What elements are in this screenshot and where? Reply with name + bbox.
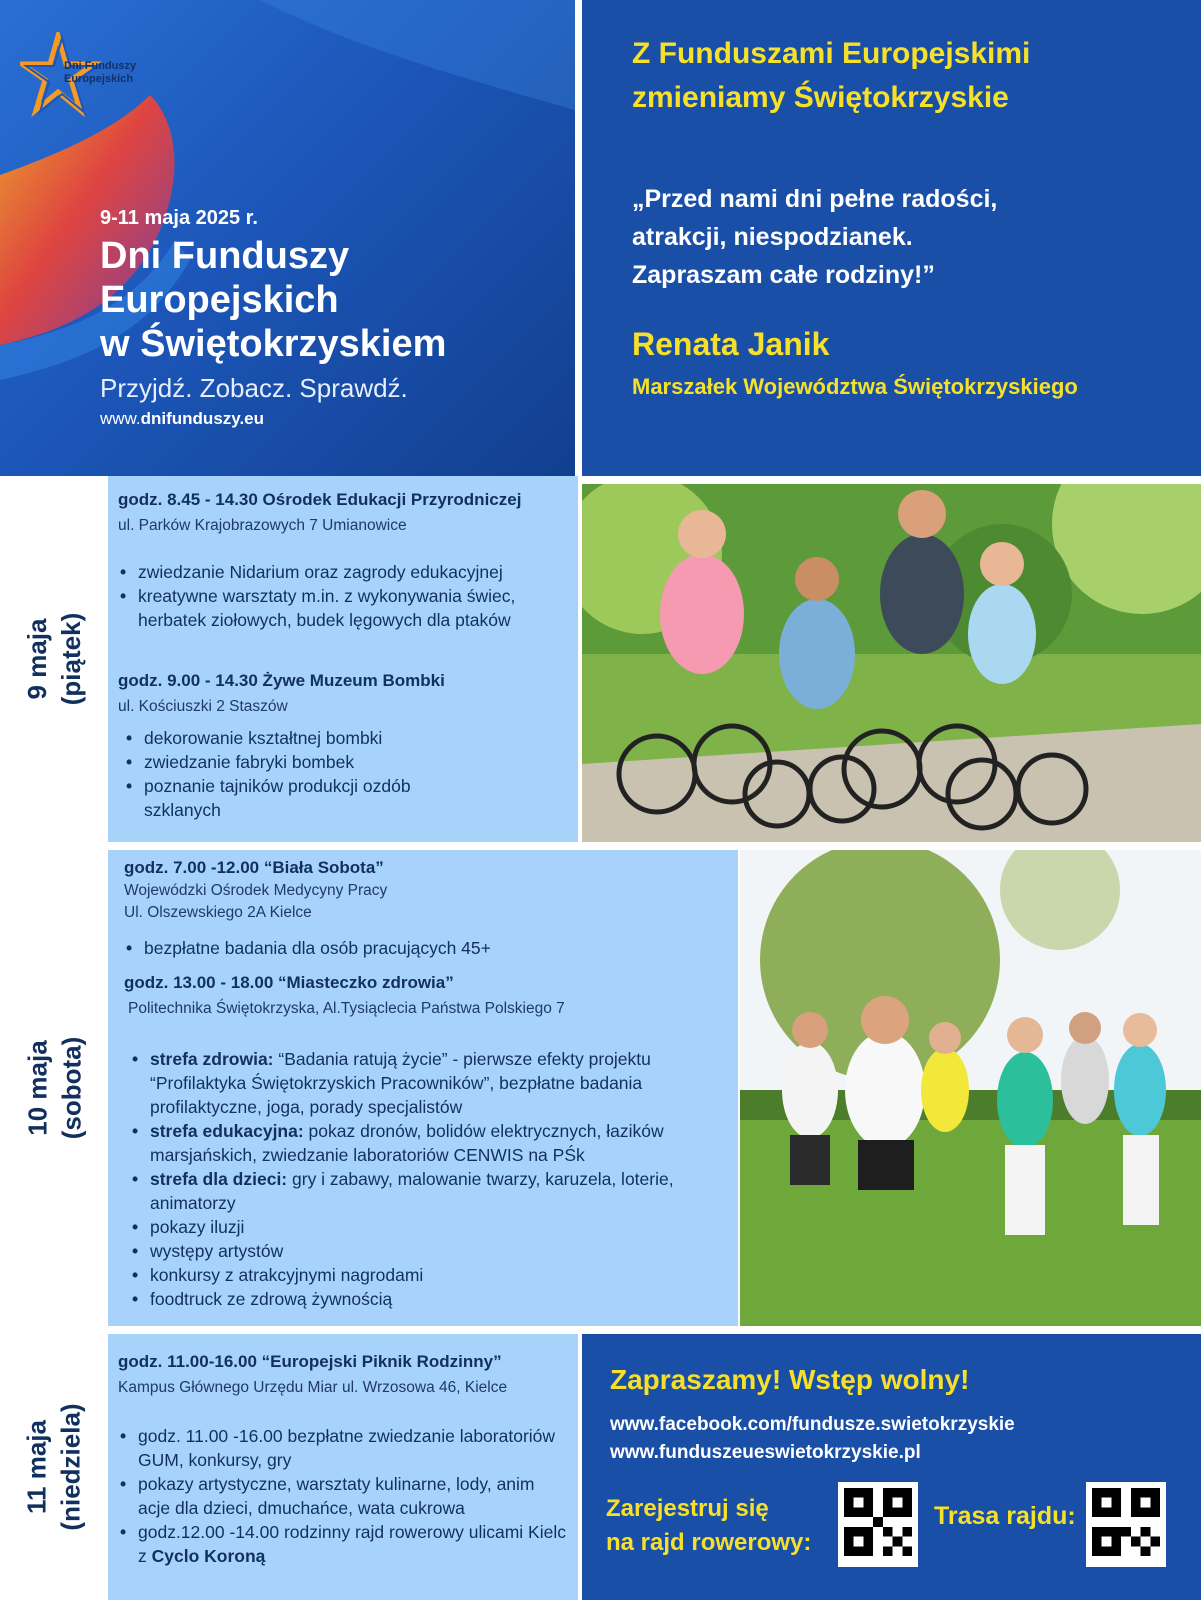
facebook-link[interactable]: www.facebook.com/fundusze.swietokrzyskie <box>610 1414 1015 1435</box>
invitation-title: Zapraszamy! Wstęp wolny! <box>610 1364 970 1395</box>
website-link[interactable]: www.dnifunduszy.eu <box>100 409 265 428</box>
route-label: Trasa rajdu: <box>934 1502 1076 1530</box>
list-item: • godz.12.00 -14.00 rodzinny rajd rowerowy ulicami Kielc z Cyclo Koroną <box>114 1520 566 1568</box>
event-bullets <box>114 1424 566 1568</box>
event-time-title: godz. 9.00 - 14.30 Żywe Muzeum Bombki <box>118 671 445 690</box>
website-link[interactable]: www.funduszeueswietokrzyskie.pl <box>610 1442 921 1463</box>
event-bullets <box>120 726 460 822</box>
event-title: Dni Funduszy Europejskich w Świętokrzyskiem <box>100 235 447 365</box>
route-qr-code[interactable] <box>1086 1482 1166 1567</box>
event-slogan: Przyjdź. Zobacz. Sprawdź. <box>100 373 408 403</box>
list-item: • pokazy iluzji <box>126 1215 726 1239</box>
author-name: Renata Janik <box>632 326 830 362</box>
day-panel-sunday <box>108 1334 578 1600</box>
event-bullets <box>114 560 574 632</box>
day-panel-saturday <box>108 850 738 1326</box>
event-place: ul. Kościuszki 2 Staszów <box>118 698 288 715</box>
event-time-title: godz. 13.00 - 18.00 “Miasteczko zdrowia” <box>124 973 454 992</box>
event-place: Wojewódzki Ośrodek Medycyny Pracy Ul. Olszewskiego 2A Kielce <box>124 882 388 921</box>
event-bullets <box>120 936 720 960</box>
list-item: • konkursy z atrakcyjnymi nagrodami <box>126 1263 726 1287</box>
outdoor-exercise-photo <box>740 850 1201 1326</box>
list-item: • godz. 11.00 -16.00 bezpłatne zwiedzanie laboratoriów GUM, konkursy, gry <box>114 1424 566 1472</box>
list-item: • strefa dla dzieci: gry i zabawy, malowanie twarzy, karuzela, loterie, animatorzy <box>126 1167 726 1215</box>
event-place: Politechnika Świętokrzyska, Al.Tysiąclecia Państwa Polskiego 7 <box>128 1000 565 1017</box>
event-time-title: godz. 7.00 -12.00 “Biała Sobota” <box>124 858 384 877</box>
list-item: • strefa edukacyjna: pokaz dronów, bolidów elektrycznych, łazików marsjańskich, zwiedzanie laboratoriów CENWIS na PŚk <box>126 1119 726 1167</box>
list-item: • foodtruck ze zdrową żywnością <box>126 1287 726 1311</box>
footer-invitation <box>582 1334 1201 1600</box>
list-item: • zwiedzanie fabryki bombek <box>120 750 460 774</box>
day-label-friday: 9 maja (piątek) <box>0 476 108 842</box>
event-place: ul. Parków Krajobrazowych 7 Umianowice <box>118 517 407 534</box>
cycling-family-photo <box>582 484 1201 842</box>
qr-code-icon <box>844 1488 912 1556</box>
day-label-saturday: 10 maja (sobota) <box>0 850 108 1326</box>
qr-code-icon <box>1092 1488 1160 1556</box>
quote-banner <box>582 0 1201 476</box>
list-item: • kreatywne warsztaty m.in. z wykonywania świec, herbatek ziołowych, budek lęgowych dla ptaków <box>114 584 574 632</box>
list-item: • pokazy artystyczne, warsztaty kulinarne, lody, anim acje dla dzieci, dmuchańce, wata cukrowa <box>114 1472 566 1520</box>
register-label: Zarejestruj się na rajd rowerowy: <box>606 1495 812 1556</box>
list-item: • występy artystów <box>126 1239 726 1263</box>
list-item: • strefa zdrowia: “Badania ratują życie” - pierwsze efekty projektu “Profilaktyka Świętokrzyskich Pracowników”, bezpłatne badania profilaktyczne, joga, porady specjalistów <box>126 1047 726 1119</box>
event-time-title: godz. 11.00-16.00 “Europejski Piknik Rodzinny” <box>118 1352 502 1371</box>
hero-banner <box>0 0 575 476</box>
logo-text: Dni Funduszy Europejskich <box>64 60 137 85</box>
day-panel-friday <box>108 476 578 842</box>
event-bullets <box>126 1047 726 1311</box>
day-label-sunday: 11 maja (niedziela) <box>0 1334 108 1600</box>
event-place: Kampus Głównego Urzędu Miar ul. Wrzosowa 46, Kielce <box>118 1379 508 1396</box>
event-date: 9-11 maja 2025 r. <box>100 207 258 229</box>
event-time-title: godz. 8.45 - 14.30 Ośrodek Edukacji Przyrodniczej <box>118 490 522 509</box>
list-item: • bezpłatne badania dla osób pracujących 45+ <box>120 936 720 960</box>
list-item: • dekorowanie kształtnej bombki <box>120 726 460 750</box>
headline: Z Funduszami Europejskimi zmieniamy Świętokrzyskie <box>632 37 1031 114</box>
quote: „Przed nami dni pełne radości, atrakcji, niespodzianek. Zapraszam całe rodziny!” <box>632 185 998 289</box>
list-item: • zwiedzanie Nidarium oraz zagrody edukacyjnej <box>114 560 574 584</box>
register-qr-code[interactable] <box>838 1482 918 1567</box>
list-item: • poznanie tajników produkcji ozdób szklanych <box>120 774 460 822</box>
author-role: Marszałek Województwa Świętokrzyskiego <box>632 374 1078 399</box>
